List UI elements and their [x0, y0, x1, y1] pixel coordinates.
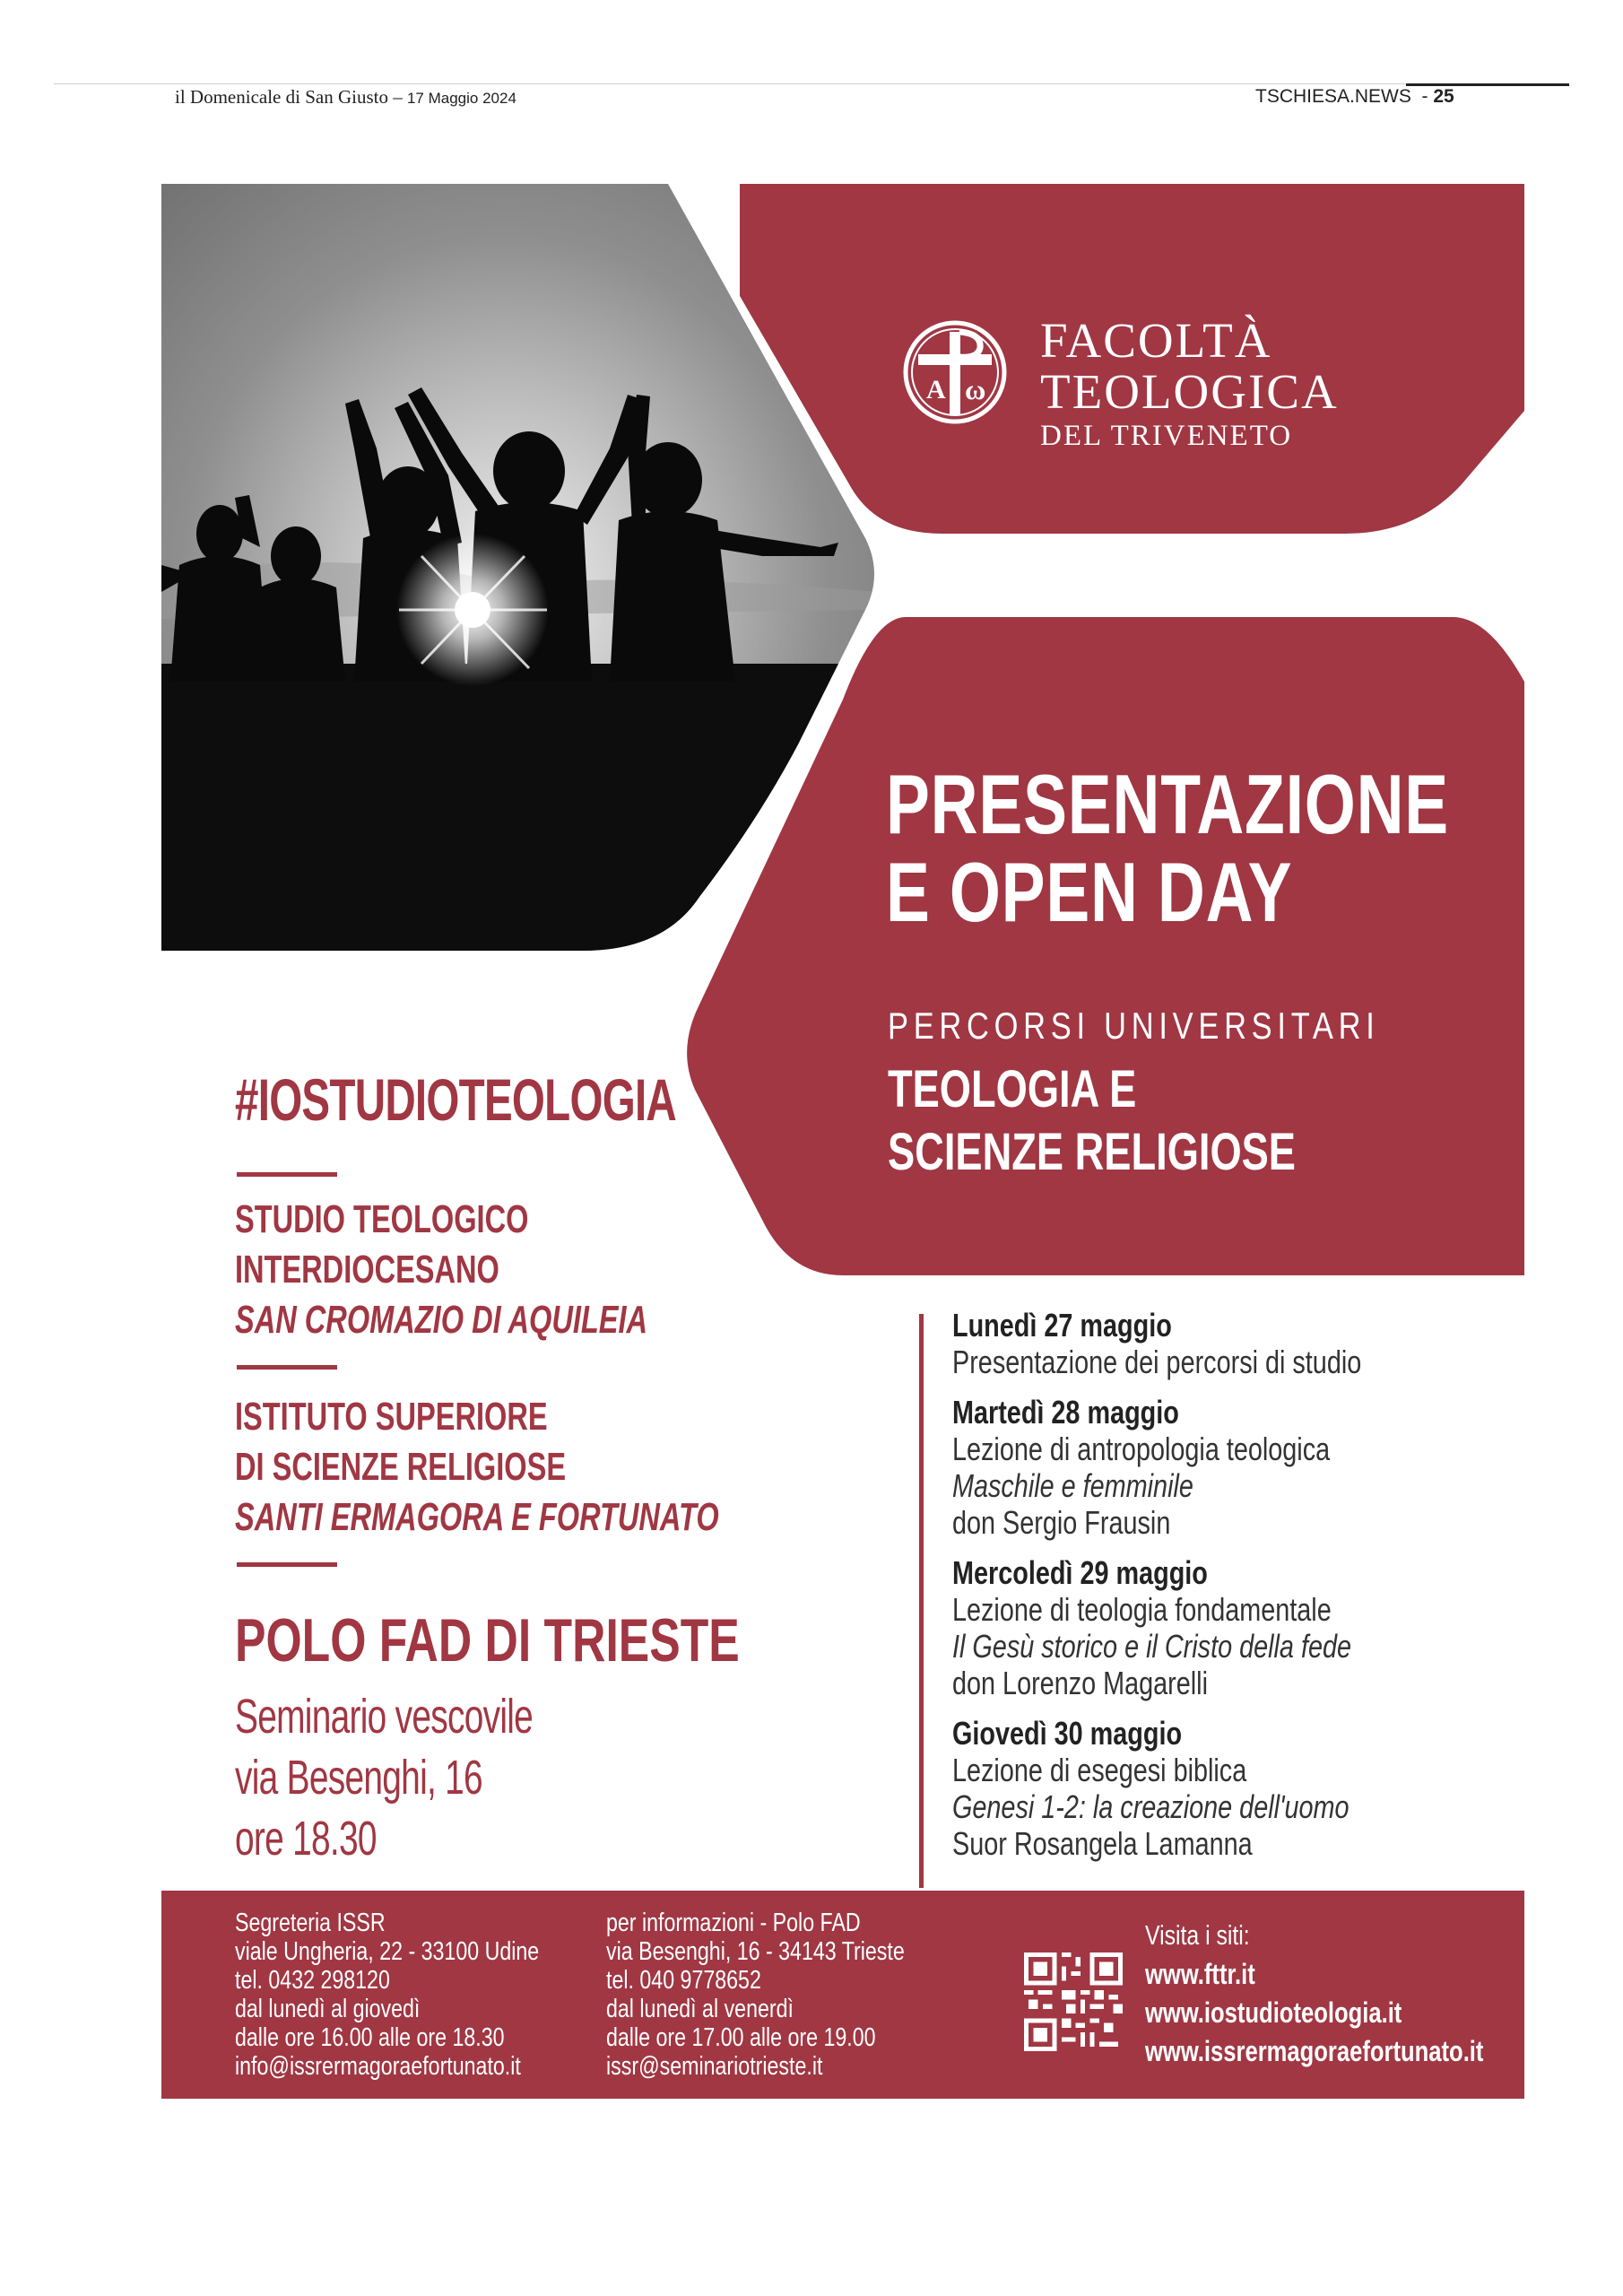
logo-line-1: FACOLTÀ [1040, 313, 1272, 368]
divider [237, 1172, 337, 1177]
page-number: 25 [1433, 86, 1454, 107]
publication-header: il Domenicale di San Giusto – 17 Maggio 2024 [175, 86, 516, 108]
schedule: Lunedì 27 maggio Presentazione dei percorsi di studio Martedì 28 maggio Lezione di antropologia teologica Maschile e femminile don Sergio Frausin Mercoledì 29 maggio Lezione di teologia fondamentale Il Gesù storico e il Cristo della fede don Lorenzo Magarelli Giovedì 30 maggio Lezione di esegesi biblica Genesi 1-2: la creazione dell'uomo Suor Rosangela Lamanna [952, 1307, 1362, 1862]
alpha-glyph: A [926, 375, 946, 404]
site-header: TSCHIESA.NEWS - 25 [1255, 86, 1454, 107]
schedule-bar [919, 1314, 924, 1888]
logo-line-2: TEOLOGICA [1040, 364, 1339, 419]
logo-line-3: DEL TRIVENETO [1040, 420, 1293, 452]
site-name: TSCHIESA.NEWS [1255, 86, 1411, 107]
website-link[interactable]: www.fttr.it [1145, 1958, 1255, 1990]
hashtag: #IOSTUDIOTEOLOGIA [235, 1066, 677, 1133]
schedule-day: Giovedì 30 maggio [952, 1715, 1183, 1752]
percorsi-label: PERCORSI UNIVERSITARI [888, 1004, 1380, 1047]
divider [237, 1365, 337, 1370]
schedule-day: Lunedì 27 maggio [952, 1307, 1172, 1344]
schedule-day: Martedì 28 maggio [952, 1394, 1179, 1431]
visit-label: Visita i siti: [1145, 1919, 1250, 1951]
publication-date: 17 Maggio 2024 [406, 90, 516, 107]
publication-name: il Domenicale di San Giusto [175, 86, 388, 108]
website-links [1145, 1955, 1483, 2071]
omega-glyph: ω [965, 373, 986, 405]
schedule-day: Mercoledì 29 maggio [952, 1554, 1208, 1591]
polo-title: POLO FAD DI TRIESTE [235, 1606, 740, 1674]
footer-udine-contact: Segreteria ISSR viale Ungheria, 22 - 33100 Udine tel. 0432 298120 dal lunedì al giovedì dalle ore 16.00 alle ore 18.30 info@issrermagoraefortunato.it [235, 1909, 540, 2081]
email-link[interactable]: info@issrermagoraefortunato.it [235, 2052, 521, 2081]
footer-trieste-contact: per informazioni - Polo FAD via Besenghi, 16 - 34143 Trieste tel. 040 9778652 dal lunedì al venerdì dalle ore 17.00 alle ore 19.00 issr@seminariotrieste.it [606, 1909, 905, 2081]
institute-1: STUDIO TEOLOGICO INTERDIOCESANO SAN CROMAZIO DI AQUILEIA [235, 1197, 648, 1342]
course-title: TEOLOGIA E SCIENZE RELIGIOSE [888, 1060, 1296, 1181]
polo-venue: Seminario vescovile via Besenghi, 16 ore 18.30 [235, 1690, 534, 1866]
email-link[interactable]: issr@seminariotrieste.it [606, 2052, 823, 2081]
institute-2: ISTITUTO SUPERIORE DI SCIENZE RELIGIOSE SANTI ERMAGORA E FORTUNATO [235, 1395, 719, 1539]
divider [237, 1562, 337, 1567]
faculty-logo-text [1040, 313, 1339, 452]
headline: PRESENTAZIONE E OPEN DAY [886, 757, 1449, 939]
website-link[interactable]: www.iostudioteologia.it [1145, 1996, 1402, 2029]
qr-code-icon [1024, 1952, 1123, 2051]
website-link[interactable]: www.issrermagoraefortunato.it [1145, 2035, 1484, 2067]
